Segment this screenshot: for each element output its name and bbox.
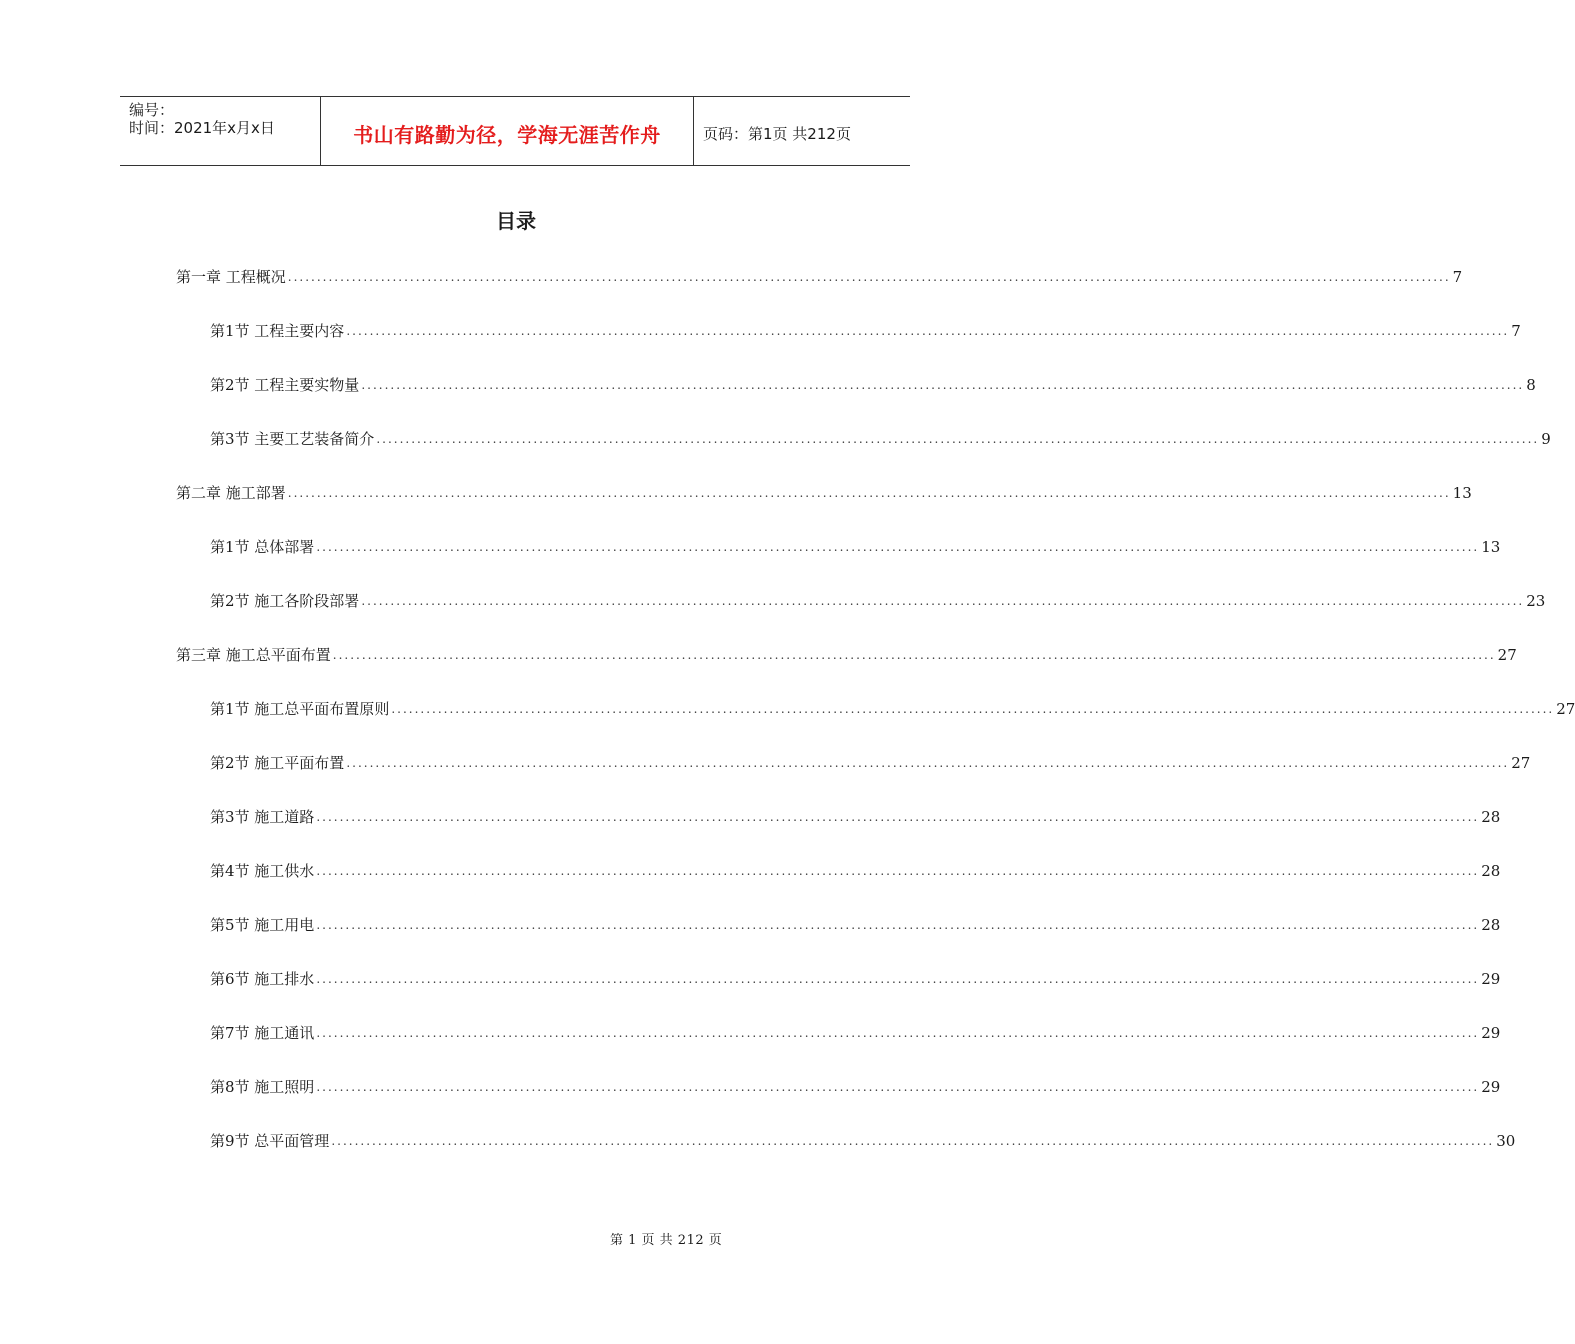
toc-section-entry[interactable] — [210, 1019, 1501, 1043]
page-footer: 第 1 页 共 212 页 — [610, 1233, 723, 1248]
toc-dot-leader: ........................................................................................................................................................................................................ — [361, 594, 1525, 608]
toc-section-entry[interactable] — [210, 749, 1531, 773]
toc-entry-title: 第三章 施工总平面布置 — [176, 646, 331, 664]
toc-entry-title: 第4节 施工供水 — [210, 862, 315, 880]
toc-entry-page-number: 29 — [1481, 1078, 1501, 1096]
toc-entry-page-number: 28 — [1481, 916, 1501, 934]
toc-entry-page-number: 29 — [1481, 1024, 1501, 1042]
page-info: 页码：第1页 共212页 — [703, 124, 851, 143]
toc-section-entry[interactable] — [210, 533, 1501, 557]
toc-entry-title: 第3节 施工道路 — [210, 808, 315, 826]
toc-chapter-entry[interactable] — [176, 479, 1472, 503]
toc-entry-page-number: 27 — [1497, 646, 1517, 664]
toc-entry-page-number: 13 — [1452, 484, 1472, 502]
toc-dot-leader: ........................................................................................................................................................................................................ — [316, 864, 1480, 878]
toc-entry-title: 第8节 施工照明 — [210, 1078, 315, 1096]
toc-dot-leader: ........................................................................................................................................................................................................ — [331, 1134, 1495, 1148]
toc-dot-leader: ........................................................................................................................................................................................................ — [332, 648, 1496, 662]
toc-dot-leader: ........................................................................................................................................................................................................ — [391, 702, 1555, 716]
motto-text: 书山有路勤为径，学海无涯苦作舟 — [353, 122, 661, 147]
toc-dot-leader: ........................................................................................................................................................................................................ — [346, 324, 1510, 338]
toc-entry-title: 第二章 施工部署 — [176, 484, 286, 502]
toc-dot-leader: ........................................................................................................................................................................................................ — [361, 378, 1525, 392]
toc-entry-page-number: 27 — [1511, 754, 1531, 772]
toc-dot-leader: ........................................................................................................................................................................................................ — [316, 1026, 1480, 1040]
toc-dot-leader: ........................................................................................................................................................................................................ — [316, 1080, 1480, 1094]
toc-dot-leader: ........................................................................................................................................................................................................ — [316, 810, 1480, 824]
header-meta-cell — [120, 97, 321, 165]
toc-entry-title: 第6节 施工排水 — [210, 970, 315, 988]
toc-entry-title: 第一章 工程概况 — [176, 268, 286, 286]
toc-entry-page-number: 9 — [1541, 430, 1551, 448]
toc-entry-page-number: 13 — [1481, 538, 1501, 556]
header-page-cell — [694, 97, 910, 165]
toc-entry-page-number: 28 — [1481, 862, 1501, 880]
toc-dot-leader: ........................................................................................................................................................................................................ — [287, 486, 1451, 500]
toc-entry-title: 第1节 工程主要内容 — [210, 322, 345, 340]
toc-chapter-entry[interactable] — [176, 263, 1463, 287]
toc-section-entry[interactable] — [210, 371, 1536, 395]
toc-entry-page-number: 8 — [1526, 376, 1536, 394]
toc-dot-leader: ........................................................................................................................................................................................................ — [376, 432, 1540, 446]
toc-entry-page-number: 29 — [1481, 970, 1501, 988]
toc-section-entry[interactable] — [210, 1073, 1501, 1097]
toc-entry-page-number: 28 — [1481, 808, 1501, 826]
header-motto-cell — [321, 97, 694, 165]
toc-entry-page-number: 7 — [1452, 268, 1463, 286]
toc-dot-leader: ........................................................................................................................................................................................................ — [346, 756, 1510, 770]
toc-entry-page-number: 7 — [1511, 322, 1521, 340]
toc-section-entry[interactable] — [210, 965, 1501, 989]
toc-section-entry[interactable] — [210, 695, 1575, 719]
toc-entry-title: 第9节 总平面管理 — [210, 1132, 330, 1150]
toc-section-entry[interactable] — [210, 1127, 1516, 1151]
toc-section-entry[interactable] — [210, 425, 1551, 449]
toc-entry-page-number: 30 — [1496, 1132, 1516, 1150]
toc-entry-title: 第2节 工程主要实物量 — [210, 376, 360, 394]
toc-chapter-entry[interactable] — [176, 641, 1517, 665]
toc-entry-title: 第7节 施工通讯 — [210, 1024, 315, 1042]
toc-entry-title: 第3节 主要工艺装备简介 — [210, 430, 375, 448]
toc-dot-leader: ........................................................................................................................................................................................................ — [316, 540, 1480, 554]
toc-section-entry[interactable] — [210, 911, 1501, 935]
toc-entry-title: 第2节 施工平面布置 — [210, 754, 345, 772]
toc-entry-title: 第1节 总体部署 — [210, 538, 315, 556]
toc-entry-title: 第2节 施工各阶段部署 — [210, 592, 360, 610]
toc-section-entry[interactable] — [210, 317, 1521, 341]
toc-dot-leader: ........................................................................................................................................................................................................ — [287, 270, 1451, 284]
number-label: 编号： — [129, 101, 175, 119]
document-header — [120, 96, 910, 166]
toc-section-entry[interactable] — [210, 857, 1501, 881]
toc-entry-page-number: 27 — [1556, 700, 1575, 718]
toc-section-entry[interactable] — [210, 587, 1546, 611]
toc-dot-leader: ........................................................................................................................................................................................................ — [316, 918, 1480, 932]
time-label: 时间：2021年x月x日 — [129, 119, 275, 137]
toc-entry-title: 第1节 施工总平面布置原则 — [210, 700, 390, 718]
toc-dot-leader: ........................................................................................................................................................................................................ — [316, 972, 1480, 986]
toc-entry-page-number: 23 — [1526, 592, 1546, 610]
toc-title: 目录 — [496, 209, 536, 233]
toc-section-entry[interactable] — [210, 803, 1501, 827]
toc-entry-title: 第5节 施工用电 — [210, 916, 315, 934]
